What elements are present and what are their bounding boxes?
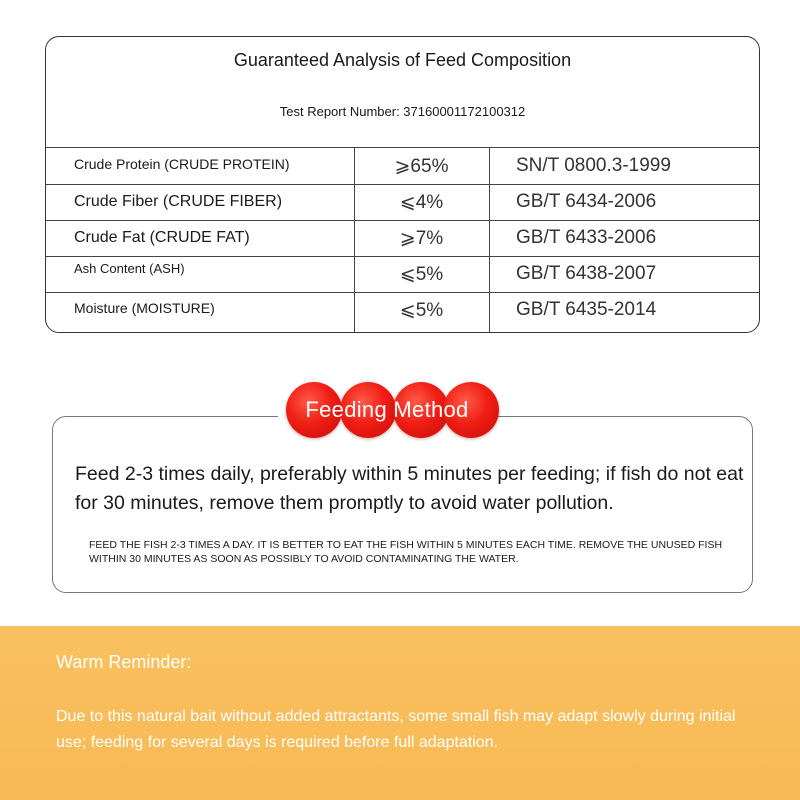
nutrient-name: Crude Fat (CRUDE FAT) bbox=[74, 229, 250, 246]
table-row bbox=[46, 184, 759, 220]
table-row bbox=[46, 292, 759, 333]
nutrient-name: Crude Protein (CRUDE PROTEIN) bbox=[74, 156, 290, 172]
nutrient-value: ⩽4% bbox=[399, 192, 444, 213]
column-divider bbox=[489, 147, 490, 333]
analysis-card bbox=[45, 36, 760, 333]
analysis-header bbox=[46, 37, 759, 147]
feeding-heading-text: Feeding Method bbox=[305, 397, 469, 422]
test-standard: GB/T 6435-2014 bbox=[516, 299, 657, 320]
nutrient-value: ⩽5% bbox=[399, 300, 444, 321]
nutrient-value: ⩾65% bbox=[394, 156, 449, 177]
test-standard: GB/T 6438-2007 bbox=[516, 263, 657, 284]
nutrient-name: Crude Fiber (CRUDE FIBER) bbox=[74, 193, 283, 210]
reminder-band bbox=[0, 626, 800, 800]
nutrient-name: Moisture (MOISTURE) bbox=[74, 300, 215, 316]
feeding-instructions-caps: FEED THE FISH 2-3 TIMES A DAY. IT IS BETTER TO EAT THE FISH WITHIN 5 MINUTES EACH TIME. REMOVE THE UNUSED FISH WITHIN 30 MINUTES AS SOON AS POSSIBLY TO AVOID CONTAMINATING THE WATER. bbox=[89, 539, 723, 565]
feeding-heading bbox=[272, 374, 502, 444]
nutrient-value: ⩾7% bbox=[399, 228, 444, 249]
analysis-title: Guaranteed Analysis of Feed Composition bbox=[233, 50, 572, 70]
report-number: Test Report Number: 37160001172100312 bbox=[279, 104, 526, 119]
table-row bbox=[46, 256, 759, 292]
nutrient-name: Ash Content (ASH) bbox=[74, 261, 185, 276]
test-standard: SN/T 0800.3-1999 bbox=[516, 155, 671, 176]
reminder-text: Due to this natural bait without added attractants, some small fish may adapt slowly during initial use; feeding for several days is required before full adaptation. bbox=[56, 708, 736, 751]
table-row bbox=[46, 220, 759, 256]
nutrient-value: ⩽5% bbox=[399, 264, 444, 285]
test-standard: GB/T 6433-2006 bbox=[516, 227, 657, 248]
column-divider bbox=[354, 147, 355, 333]
reminder-title: Warm Reminder: bbox=[56, 652, 192, 672]
analysis-table bbox=[46, 147, 759, 333]
table-row bbox=[46, 147, 759, 184]
test-standard: GB/T 6434-2006 bbox=[516, 191, 657, 212]
feeding-instructions: Feed 2-3 times daily, preferably within 5 minutes per feeding; if fish do not eat for 30 minutes, remove them promptly to avoid water pollution. bbox=[75, 463, 744, 514]
